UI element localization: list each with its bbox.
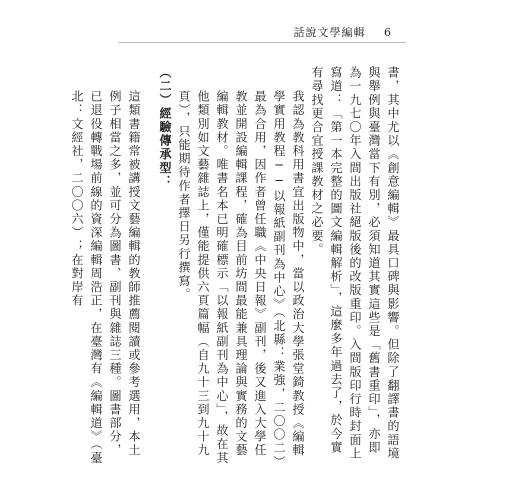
running-header (294, 24, 393, 40)
paragraph: 這類書籍常被講授文藝編輯的教師推薦閱讀或參考選用，本土例子相當之多，並可分為圖書、副刊與雜誌三種。圖書部分，已退役轉戰場前線的資深編輯周浩正，在臺灣有《編輯道》（臺北：文經社，二〇〇六）；在對岸有 (70, 90, 141, 465)
vertical-body-text (67, 66, 402, 466)
header-divider (118, 42, 406, 43)
section-heading: （二）經驗傳承型： (158, 66, 172, 189)
page-number: 6 (384, 26, 392, 39)
paragraph: 我認為教科用書宜出版物中，當以政治大學張堂錡教授《編輯學實用教程──以報紙副刊為中心》（北縣：業強，二〇〇二）最為合用，因作者曾任職《中央日報》副刊，後又進入大學任教並開設編輯課程，確為目前坊間最能兼具理論與實務的文藝編輯教材。唯書名本已明確標示「以報紙副刊為中心」，故在其他類別如文藝雜誌上，僅能提供六頁篇幅（自九十三到九十九頁），只能期待作者擇日另行撰寫。 (177, 90, 305, 465)
paragraph-continued: 書，其中尤以《創意編輯》最具口碑與影響。但除了翻譯書的語境與舉例與臺灣當下有別，必須知道其實這些是「舊書重印」，亦即為一九七〇年入間出版社絕版後的改版重印。入間版印行時封面上寫道：「第一本完整的圖文編輯解析」，這麼多年過去了，於今實有尋找更合宜授課教材之必要。 (310, 66, 400, 461)
book-title: 話說文學編輯 (293, 26, 366, 39)
